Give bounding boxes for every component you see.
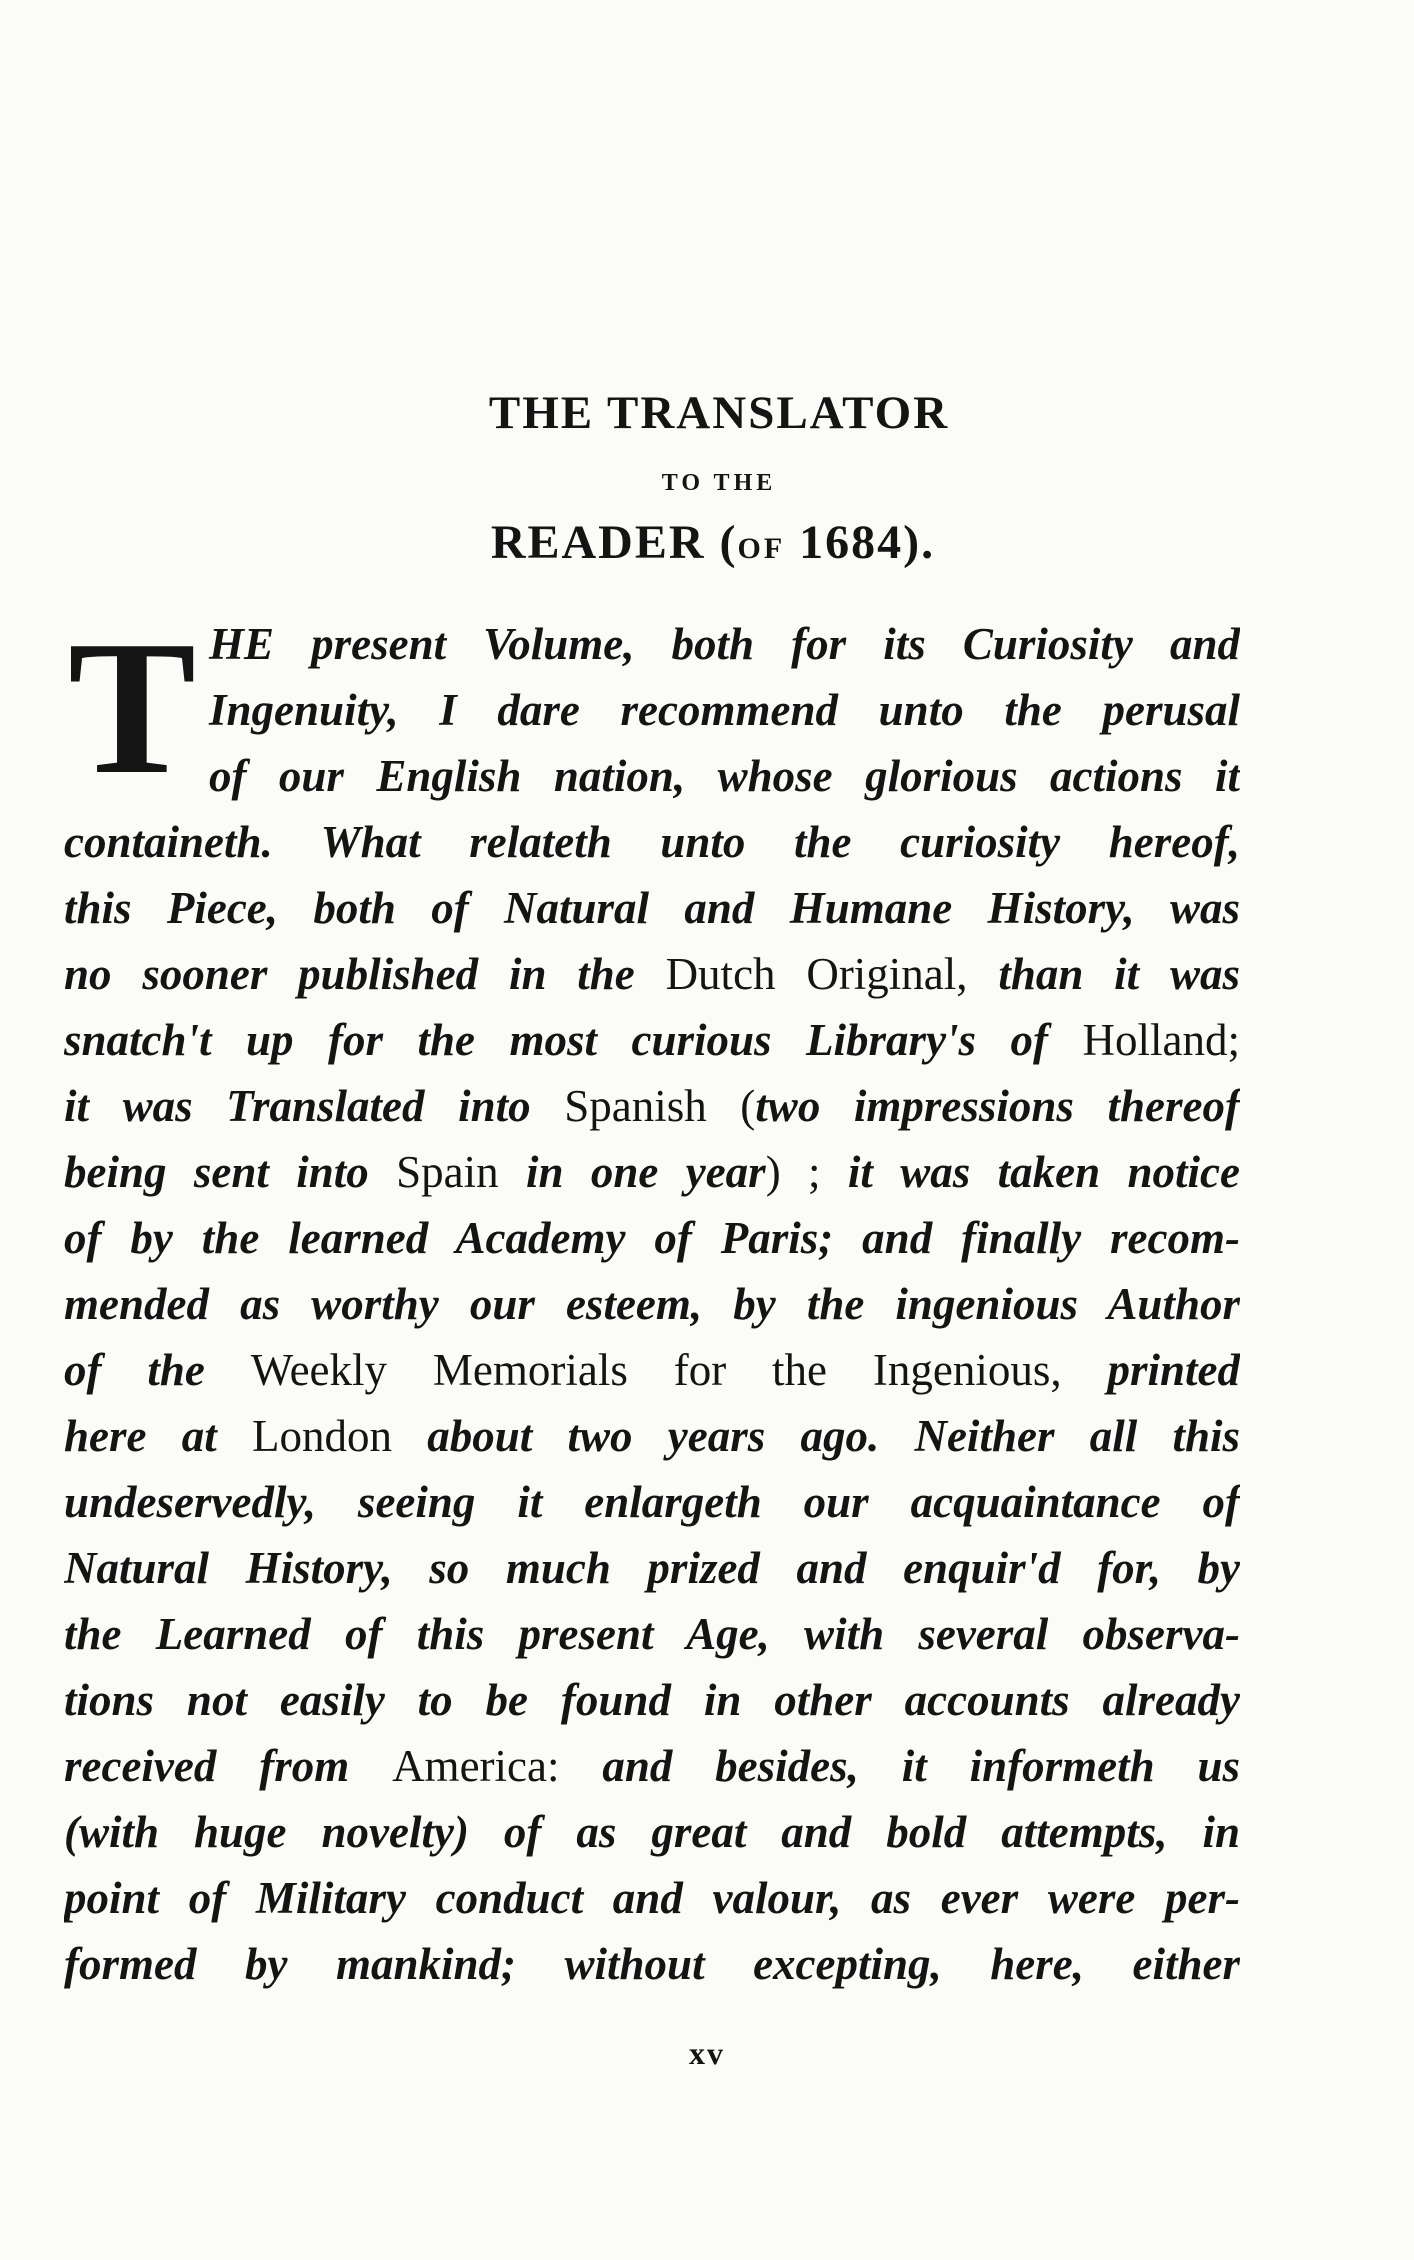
text-segment: Holland;	[1082, 1015, 1240, 1065]
heading-reader-small-caps: OF	[737, 532, 786, 565]
text-segment: than it was	[967, 949, 1240, 999]
text-segment: the Learned of this present Age, with several observa-	[64, 1609, 1240, 1659]
text-line	[64, 875, 1240, 941]
text-segment: about two years ago. Neither all this	[391, 1411, 1240, 1461]
heading-reader	[6, 515, 1414, 570]
page-number: xv	[689, 2035, 725, 2071]
text-segment: point of Military conduct and valour, as ever were per-	[64, 1873, 1240, 1923]
text-segment: Natural History, so much prized and enquir'd for, by	[64, 1543, 1240, 1593]
text-line	[64, 611, 1240, 677]
heading-the-translator: THE TRANSLATOR	[488, 387, 950, 439]
text-segment: HE present Volume, both for its Curiosity and	[209, 619, 1240, 669]
text-line	[64, 1667, 1240, 1733]
text-segment: America:	[392, 1741, 560, 1791]
text-segment: ) ;	[765, 1147, 821, 1197]
text-line	[64, 1271, 1240, 1337]
text-line	[64, 1535, 1240, 1601]
text-segment: printed	[1061, 1345, 1240, 1395]
text-segment: Spain	[396, 1147, 499, 1197]
body-text	[64, 601, 1240, 1997]
text-segment: it was Translated into	[64, 1081, 565, 1131]
text-line	[64, 809, 1240, 875]
heading-reader-main: READER (	[490, 516, 738, 569]
text-line	[64, 1073, 1240, 1139]
text-line	[64, 1007, 1240, 1073]
text-line	[64, 677, 1240, 743]
text-line	[64, 1799, 1240, 1865]
text-segment: Ingenuity, I dare recommend unto the perusal	[209, 685, 1240, 735]
text-segment: being sent into	[64, 1147, 397, 1197]
text-segment: mended as worthy our esteem, by the ingenious Author	[64, 1279, 1240, 1329]
text-segment: this Piece, both of Natural and Humane History, was	[64, 883, 1240, 933]
text-segment: Dutch Original,	[665, 949, 968, 999]
text-segment: here at	[64, 1411, 252, 1461]
text-segment: and besides, it informeth us	[559, 1741, 1240, 1791]
text-segment: in one year	[498, 1147, 766, 1197]
text-line	[64, 941, 1240, 1007]
text-line	[64, 1205, 1240, 1271]
text-segment: no sooner published in the	[64, 949, 666, 999]
text-line	[64, 1931, 1240, 1997]
text-segment: undeservedly, seeing it enlargeth our acquaintance of	[64, 1477, 1240, 1527]
text-line	[64, 1139, 1240, 1205]
text-segment: two impressions thereof	[755, 1081, 1240, 1131]
text-segment: of our English nation, whose glorious actions it	[209, 751, 1240, 801]
heading-reader-year: 1684).	[785, 516, 936, 569]
text-segment: (with huge novelty) of as great and bold attempts, in	[64, 1807, 1240, 1857]
text-segment: Weekly Memorials for the Ingenious,	[250, 1345, 1062, 1395]
text-segment: snatch't up for the most curious Library's of	[64, 1015, 1083, 1065]
text-segment: formed by mankind; without excepting, here, either	[64, 1939, 1240, 1989]
text-segment: it was taken notice	[820, 1147, 1240, 1197]
text-segment: containeth. What relateth unto the curiosity hereof,	[64, 817, 1240, 867]
text-segment: tions not easily to be found in other accounts already	[64, 1675, 1240, 1725]
text-line	[64, 1337, 1240, 1403]
text-segment: London	[251, 1411, 392, 1461]
drop-cap: T	[68, 601, 197, 814]
text-segment: of by the learned Academy of Paris; and finally recom-	[64, 1213, 1240, 1263]
text-line	[64, 1733, 1240, 1799]
text-line	[64, 1601, 1240, 1667]
heading-to-the: TO THE	[661, 470, 777, 496]
text-line	[64, 743, 1240, 809]
text-line	[64, 1403, 1240, 1469]
text-line	[64, 1469, 1240, 1535]
text-segment: received from	[64, 1741, 393, 1791]
text-line	[64, 1865, 1240, 1931]
text-segment: Spanish (	[564, 1081, 756, 1131]
text-segment: of the	[64, 1345, 251, 1395]
